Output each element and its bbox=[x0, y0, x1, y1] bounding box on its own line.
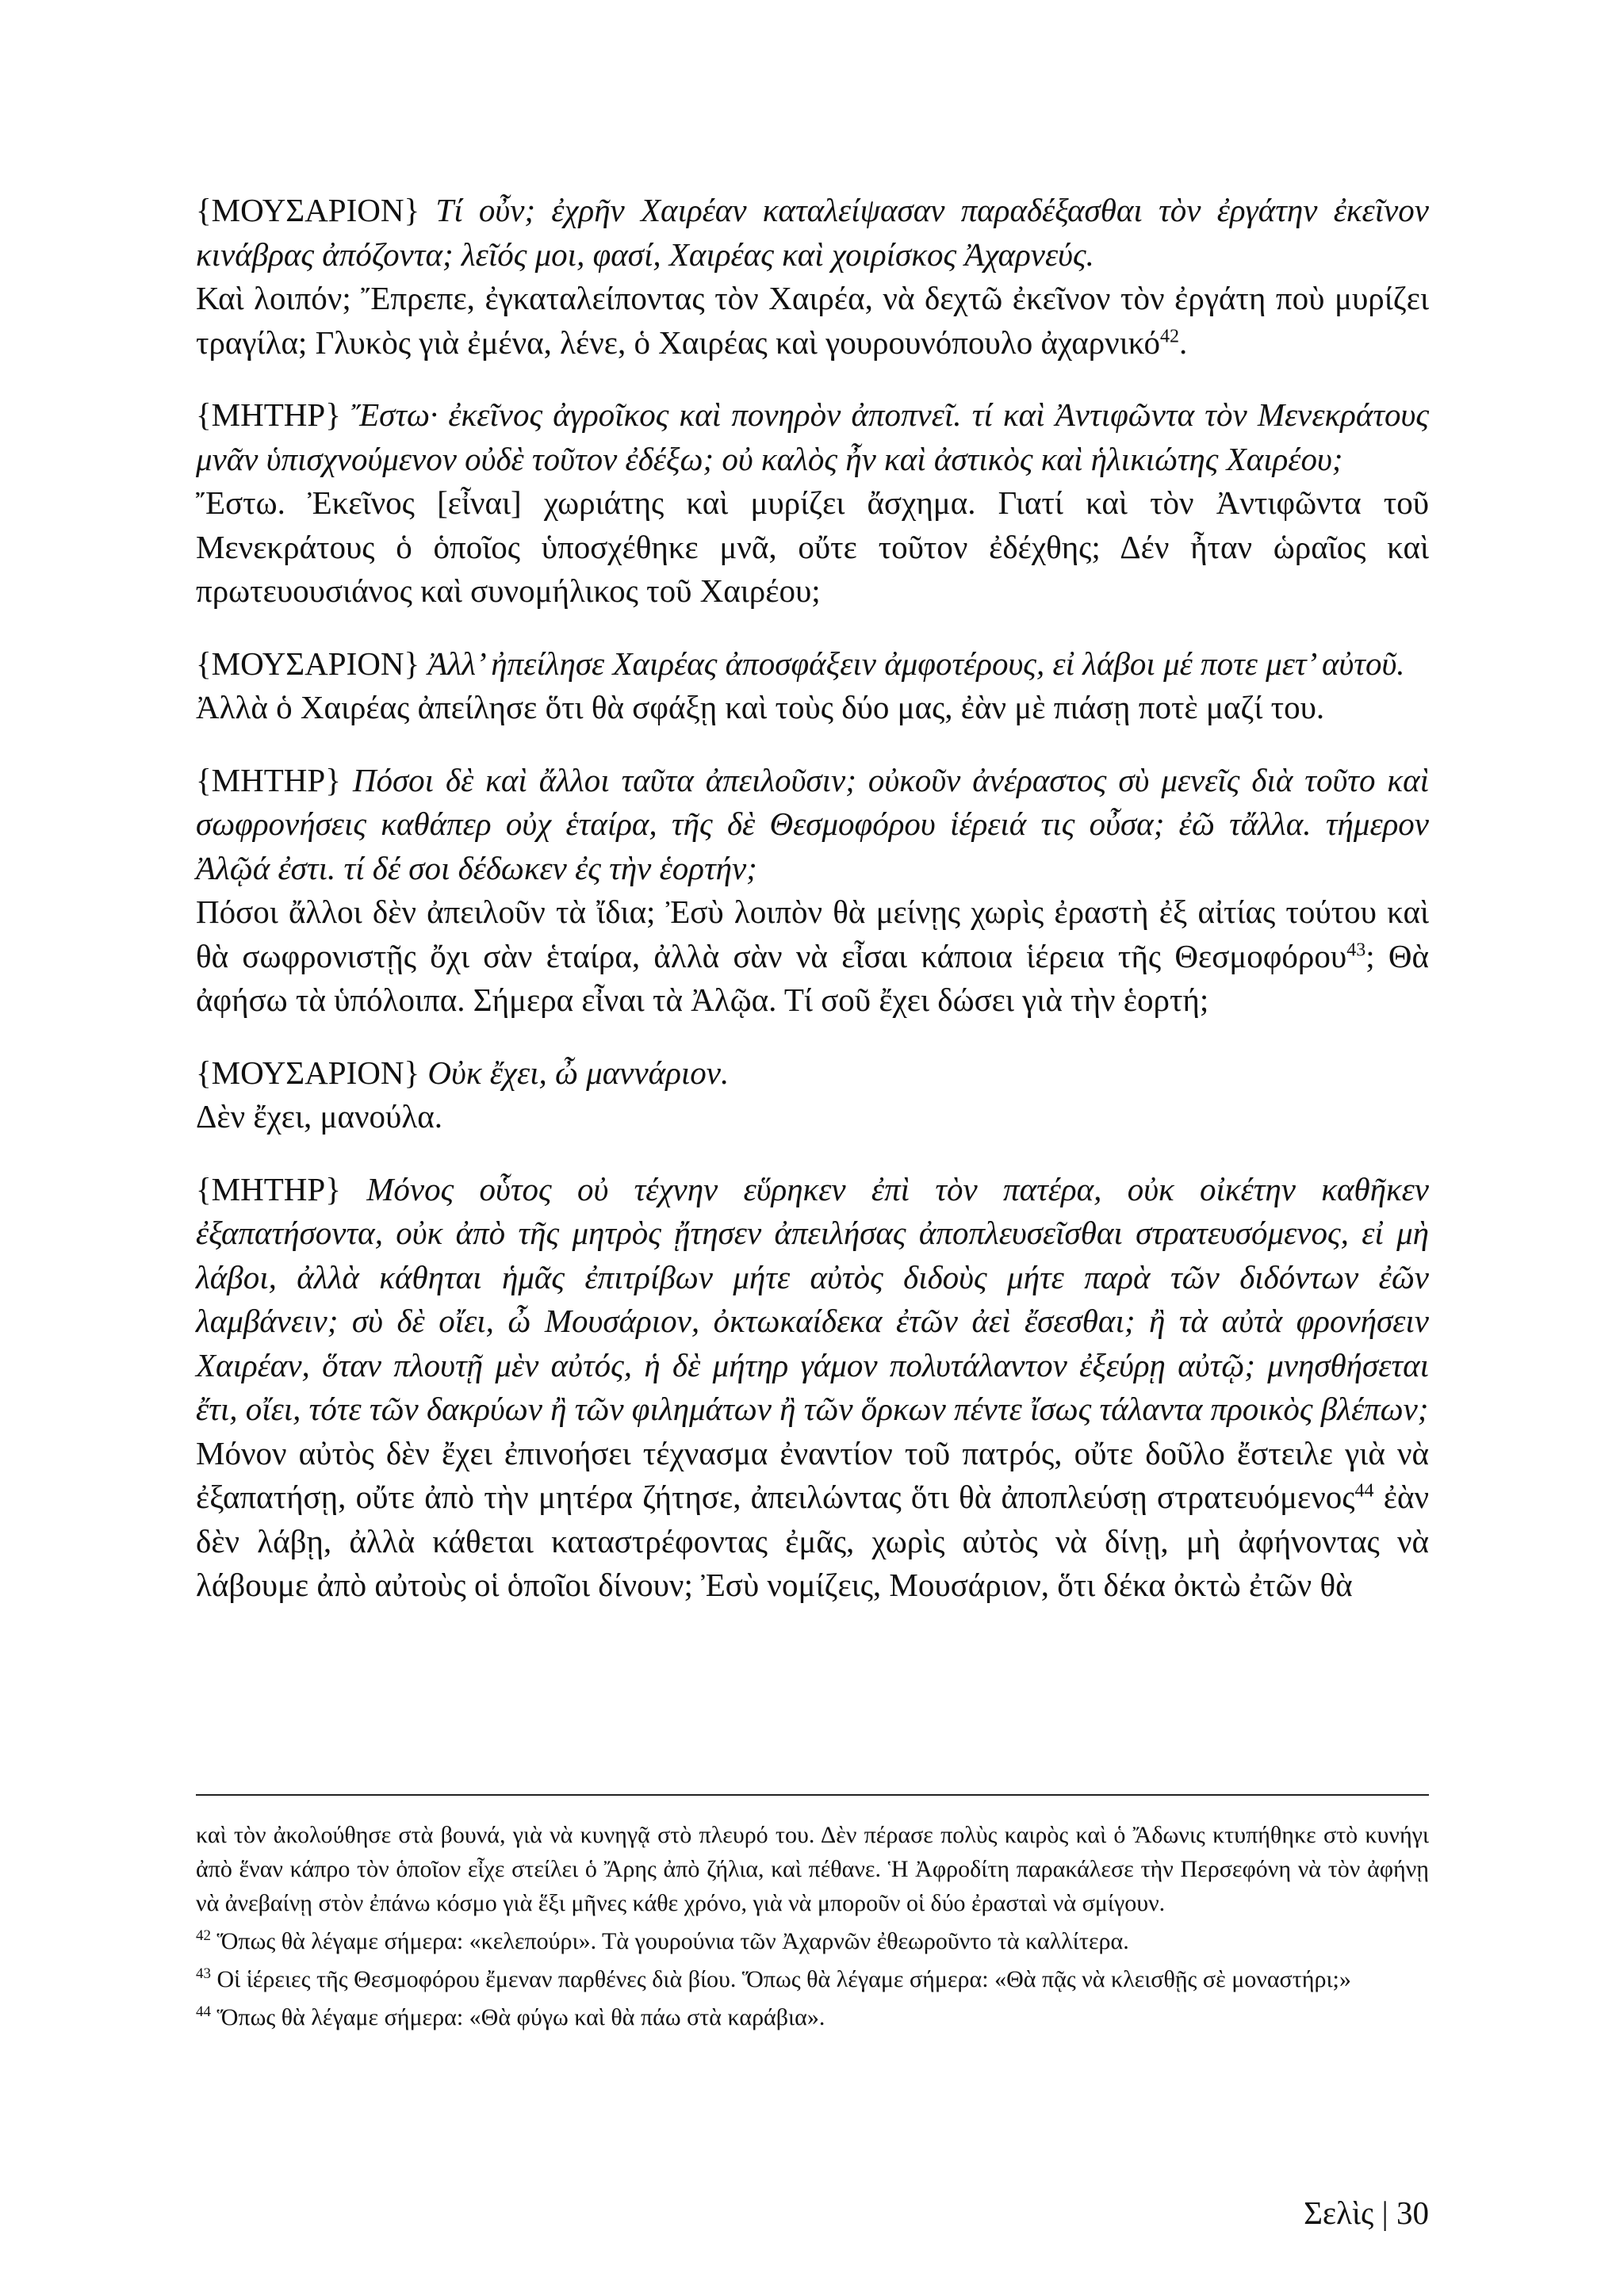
dialogue-block bbox=[196, 393, 1429, 614]
ancient-text-line bbox=[196, 393, 1429, 481]
footnote-ref[interactable]: 42 bbox=[1160, 325, 1179, 346]
modern-text-line bbox=[196, 1095, 1429, 1139]
speaker-label: {ΜΟΥΣΑΡΙΟΝ} bbox=[196, 192, 420, 228]
dialogue-block bbox=[196, 642, 1429, 730]
footnote-continuation: καὶ τὸν ἀκολούθησε στὰ βουνά, γιὰ νὰ κυνηγᾷ στὸ πλευρό του. Δὲν πέρασε πολὺς καιρὸς καὶ ὁ Ἄδωνις κτυπήθηκε στὸ κυνήγι ἀπὸ ἕναν κάπρο τὸν ὁποῖον εἶχε στείλει ὁ Ἄρης ἀπὸ ζήλια, καὶ πέθανε. Ἡ Ἀφροδίτη παρακάλεσε τὴν Περσεφόνη νὰ τὸν ἀφήνῃ νὰ ἀνεβαίνῃ στὸν ἐπάνω κόσμο γιὰ ἕξι μῆνες κάθε χρόνο, γιὰ νὰ μποροῦν οἱ δύο ἐρασταὶ νὰ σμίγουν. bbox=[196, 1822, 1429, 1916]
dialogue-block bbox=[196, 1168, 1429, 1608]
speaker-label: {ΜΗΤΗΡ} bbox=[196, 396, 341, 433]
ancient-text: Ἀλλ’ ἠπείλησε Χαιρέας ἀποσφάξειν ἀμφοτέρους, εἰ λάβοι μέ ποτε μετ’ αὐτοῦ. bbox=[427, 645, 1405, 682]
speaker-label: {ΜΟΥΣΑΡΙΟΝ} bbox=[196, 645, 420, 682]
footnote-ref[interactable]: 44 bbox=[1354, 1480, 1374, 1502]
modern-text: Καὶ λοιπόν; Ἔπρεπε, ἐγκαταλείποντας τὸν Χαιρέα, νὰ δεχτῶ ἐκεῖνον τὸν ἐργάτη ποὺ μυρίζει τραγίλα; Γλυκὸς γιὰ ἐμένα, λένε, ὁ Χαιρέας καὶ γουρουνόπουλο ἀχαρνικό bbox=[196, 280, 1429, 361]
ancient-text: Τί οὖν; ἐχρῆν Χαιρέαν καταλείψασαν παραδέξασθαι τὸν ἐργάτην ἐκεῖνον κινάβρας ἀπόζοντα; λεῖός μοι, φασί, Χαιρέας καὶ χοιρίσκος Ἀχαρνεύς. bbox=[196, 192, 1430, 273]
ancient-text: Πόσοι δὲ καὶ ἄλλοι ταῦτα ἀπειλοῦσιν; οὐκοῦν ἀνέραστος σὺ μενεῖς διὰ τοῦτο καὶ σωφρονήσεις καθάπερ οὐχ ἑταίρα, τῆς δὲ Θεσμοφόρου ἱέρειά τις οὖσα; ἐῶ τἄλλα. τήμερον Ἀλῷά ἐστι. τί δέ σοι δέδωκεν ἐς τὴν ἑορτήν; bbox=[196, 761, 1430, 886]
modern-text-line bbox=[196, 481, 1429, 614]
footnote-number: 44 bbox=[196, 2003, 211, 2020]
modern-text: Πόσοι ἄλλοι δὲν ἀπειλοῦν τὰ ἴδια; Ἐσὺ λοιπὸν θὰ μείνῃς χωρὶς ἐραστὴ ἐξ αἰτίας τούτου καὶ θὰ σωφρονιστῇς ὄχι σὰν ἑταίρα, ἀλλὰ σὰν νὰ εἶσαι κάποια ἱέρεια τῆς Θεσμοφόρου bbox=[196, 894, 1429, 974]
speaker-label: {ΜΟΥΣΑΡΙΟΝ} bbox=[196, 1054, 420, 1091]
footnote-number: 43 bbox=[196, 1965, 211, 1982]
modern-text-line bbox=[196, 686, 1429, 730]
modern-text: Ἀλλὰ ὁ Χαιρέας ἀπείλησε ὅτι θὰ σφάξῃ καὶ τοὺς δύο μας, ἐὰν μὲ πιάσῃ ποτὲ μαζί του. bbox=[196, 689, 1325, 725]
modern-text-line bbox=[196, 1432, 1429, 1608]
footnote-text: Οἱ ἱέρειες τῆς Θεσμοφόρου ἔμεναν παρθένες διὰ βίου. Ὅπως θὰ λέγαμε σήμερα: «Θὰ πᾷς νὰ κλεισθῇς σὲ μοναστήρι;» bbox=[211, 1966, 1351, 1992]
footnote-44 bbox=[196, 2000, 1429, 2034]
ancient-text-line bbox=[196, 642, 1429, 687]
dialogue-block bbox=[196, 1051, 1429, 1139]
speaker-label: {ΜΗΤΗΡ} bbox=[196, 761, 341, 798]
modern-text: Μόνον αὐτὸς δὲν ἔχει ἐπινοήσει τέχνασμα ἐναντίον τοῦ πατρός, οὔτε δοῦλο ἔστειλε γιὰ νὰ ἐξαπατήσῃ, οὔτε ἀπὸ τὴν μητέρα ζήτησε, ἀπειλώντας ὅτι θὰ ἀποπλεύσῃ στρατευόμενος bbox=[196, 1434, 1429, 1515]
ancient-text-line bbox=[196, 189, 1429, 277]
ancient-text: Ἔστω· ἐκεῖνος ἀγροῖκος καὶ πονηρὸν ἀποπνεῖ. τί καὶ Ἀντιφῶντα τὸν Μενεκράτους μνᾶν ὑπισχνούμενον οὐδὲ τοῦτον ἐδέξω; οὐ καλὸς ἦν καὶ ἀστικὸς καὶ ἡλικιώτης Χαιρέου; bbox=[196, 396, 1429, 477]
dialogue-block bbox=[196, 759, 1429, 1023]
speaker-label: {ΜΗΤΗΡ} bbox=[196, 1170, 341, 1207]
ancient-text-line bbox=[196, 1051, 1429, 1096]
footnote-text: Ὅπως θὰ λέγαμε σήμερα: «κελεπούρι». Τὰ γουρούνια τῶν Ἀχαρνῶν ἐθεωροῦντο τὰ καλλίτερα. bbox=[211, 1928, 1129, 1954]
footnote-ref[interactable]: 43 bbox=[1346, 939, 1366, 960]
footnote-divider bbox=[196, 1794, 1429, 1796]
footnotes-section bbox=[196, 1818, 1429, 2038]
ancient-text-line bbox=[196, 1168, 1429, 1432]
ancient-text: Μόνος οὗτος οὐ τέχνην εὕρηκεν ἐπὶ τὸν πατέρα, οὐκ οἰκέτην καθῆκεν ἐξαπατήσοντα, οὐκ ἀπὸ τῆς μητρὸς ᾔτησεν ἀπειλήσας ἀποπλευσεῖσθαι στρατευσόμενος, εἰ μὴ λάβοι, ἀλλὰ κάθηται ἡμᾶς ἐπιτρίβων μήτε αὐτὸς διδοὺς μήτε παρὰ τῶν διδόντων ἐῶν λαμβάνειν; σὺ δὲ οἴει, ὦ Μουσάριον, ὀκτωκαίδεκα ἐτῶν ἀεὶ ἔσεσθαι; ἢ τὰ αὐτὰ φρονήσειν Χαιρέαν, ὅταν πλουτῇ μὲν αὐτός, ἡ δὲ μήτηρ γάμον πολυτάλαντον ἐξεύρῃ αὐτῷ; μνησθήσεται ἔτι, οἴει, τότε τῶν δακρύων ἢ τῶν φιλημάτων ἢ τῶν ὅρκων πέντε ἴσως τάλαντα προικὸς βλέπων; bbox=[196, 1170, 1429, 1427]
footnote-number: 42 bbox=[196, 1927, 211, 1944]
main-text bbox=[196, 189, 1429, 1636]
footnote-text: Ὅπως θὰ λέγαμε σήμερα: «Θὰ φύγω καὶ θὰ πάω στὰ καράβια». bbox=[211, 2004, 825, 2030]
footnote-42 bbox=[196, 1924, 1429, 1958]
modern-text-end: ; Θὰ ἀφήσω τὰ ὑπόλοιπα. Σήμερα εἶναι τὰ Ἀλῷα. Τί σοῦ ἔχει δώσει γιὰ τὴν ἑορτή; bbox=[196, 937, 1429, 1018]
page-number: Σελὶς | 30 bbox=[1304, 2195, 1429, 2231]
modern-text: Δὲν ἔχει, μανούλα. bbox=[196, 1098, 442, 1135]
footnote-43 bbox=[196, 1962, 1429, 1996]
ancient-text: Οὐκ ἔχει, ὦ μαννάριον. bbox=[427, 1054, 730, 1091]
ancient-text-line bbox=[196, 759, 1429, 891]
modern-text-end: ἐὰν δὲν λάβῃ, ἀλλὰ κάθεται καταστρέφοντας ἐμᾶς, χωρὶς αὐτὸς νὰ δίνῃ, μὴ ἀφήνοντας νὰ λάβουμε ἀπὸ αὐτοὺς οἱ ὁποῖοι δίνουν; Ἐσὺ νομίζεις, Μουσάριον, ὅτι δέκα ὀκτὼ ἐτῶν θὰ bbox=[196, 1479, 1429, 1603]
modern-text-line bbox=[196, 890, 1429, 1023]
modern-text-end: . bbox=[1179, 323, 1188, 361]
modern-text-line bbox=[196, 277, 1429, 365]
modern-text: Ἔστω. Ἐκεῖνος [εἶναι] χωριάτης καὶ μυρίζει ἄσχημα. Γιατί καὶ τὸν Ἀντιφῶντα τοῦ Μενεκράτους ὁ ὁποῖος ὑποσχέθηκε μνᾶ, οὔτε τοῦτον ἐδέχθης; Δέν ἦταν ὡραῖος καὶ πρωτευουσιάνος καὶ συνομήλικος τοῦ Χαιρέου; bbox=[196, 484, 1429, 609]
dialogue-block bbox=[196, 189, 1429, 365]
